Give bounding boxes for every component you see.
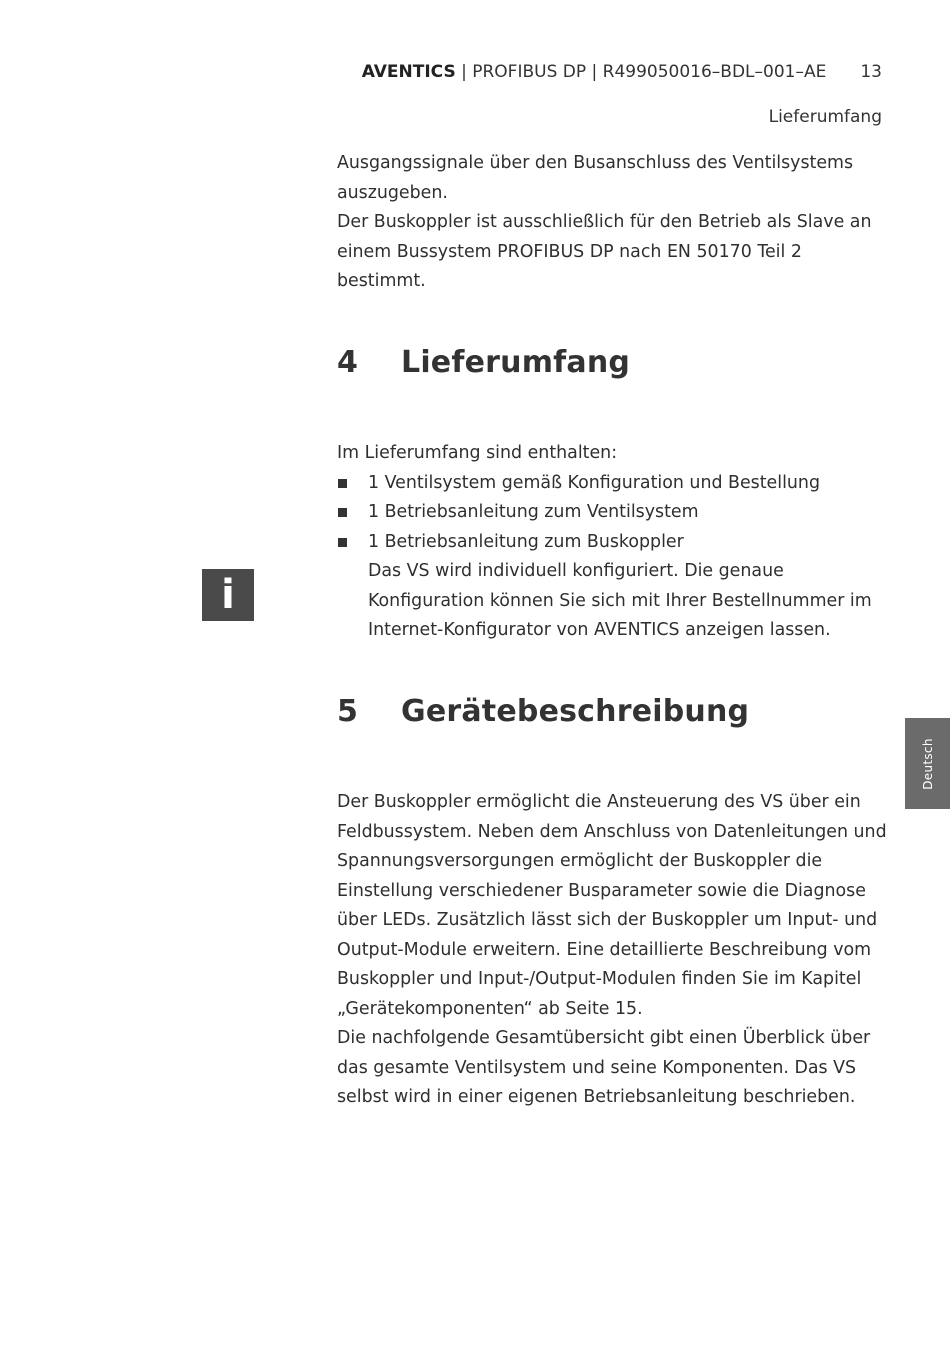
section-5-heading: [337, 692, 749, 732]
scope-lead: Im Lieferumfang sind enthalten:: [337, 443, 618, 463]
running-title: Lieferumfang: [768, 107, 882, 127]
section-5-number: 5: [337, 694, 359, 729]
section-4-number: 4: [337, 345, 359, 380]
list-item: 1 Betriebsanleitung zum Buskoppler: [337, 528, 887, 558]
bullet-square-icon: [338, 479, 347, 488]
info-icon: i: [202, 569, 254, 621]
device-description: [337, 788, 887, 1113]
section-4-heading: [337, 343, 630, 383]
description-paragraph-1: Der Buskoppler ermöglicht die Ansteuerung des VS über ein Feldbussystem. Neben dem Anschluss von Datenleitungen und Spannungsversorgungen ermöglicht der Buskoppler die Einstellung verschiedener Busparameter sowie die Diagnose über LEDs. Zusätzlich lässt sich der Buskoppler um Input- und Output-Module erweitern. Eine detaillierte Beschreibung vom Buskoppler und Input-/Output-Modulen finden Sie im Kapitel „Gerätekomponenten“ ab Seite 15.: [337, 792, 887, 1019]
list-item: 1 Betriebsanleitung zum Ventilsystem: [337, 498, 887, 528]
intro-text: [337, 149, 887, 297]
language-tab: [905, 718, 950, 809]
intro-paragraph-1: Ausgangssignale über den Busanschluss des Ventilsystems auszugeben.: [337, 153, 854, 203]
bullet-square-icon: [338, 508, 347, 517]
description-paragraph-2: Die nachfolgende Gesamtübersicht gibt einen Überblick über das gesamte Ventilsystem und seine Komponenten. Das VS selbst wird in einer eigenen Betriebsanleitung beschrieben.: [337, 1028, 871, 1107]
list-item: 1 Ventilsystem gemäß Konfiguration und Bestellung: [337, 469, 887, 499]
intro-paragraph-2: Der Buskoppler ist ausschließlich für den Betrieb als Slave an einem Bussystem PROFIBUS DP nach EN 50170 Teil 2 bestimmt.: [337, 212, 872, 291]
document-info: | PROFIBUS DP | R499050016–BDL–001–AE: [455, 62, 827, 82]
scope-list: [337, 469, 887, 558]
bullet-square-icon: [338, 538, 347, 547]
brand-name: AVENTICS: [361, 62, 456, 82]
page-number: 13: [860, 62, 882, 82]
info-note: Das VS wird individuell konfiguriert. Die genaue Konfiguration können Sie sich mit Ihrer Bestellnummer im Internet-Konfigurator von AVENTICS anzeigen lassen.: [368, 561, 872, 640]
language-tab-label: Deutsch: [920, 737, 935, 790]
page-header: [362, 62, 882, 82]
section-5-title: Gerätebeschreibung: [401, 694, 750, 729]
scope-of-delivery: [337, 439, 887, 646]
section-4-title: Lieferumfang: [401, 345, 631, 380]
